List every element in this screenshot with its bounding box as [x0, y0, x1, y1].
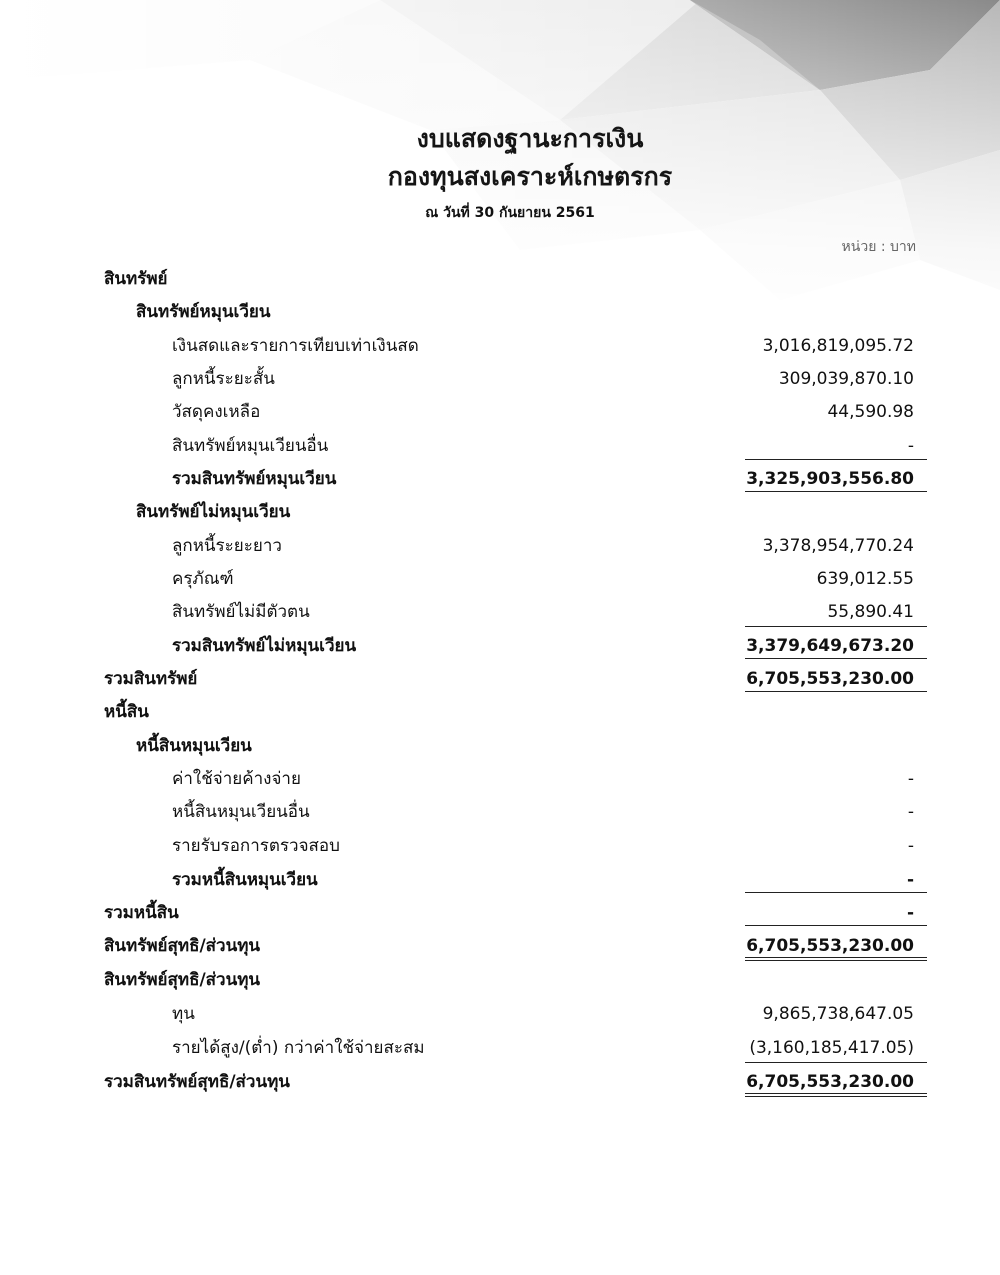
equity-heading-row [0, 965, 1000, 995]
equity-heading: สินทรัพย์สุทธิ/ส่วนทุน [104, 970, 261, 990]
line-item-amount: - [907, 802, 914, 822]
line-item-label: ลูกหนี้ระยะสั้น [172, 369, 275, 389]
line-item-label: ทุน [172, 1004, 195, 1024]
liabilities-heading-row [0, 697, 1000, 727]
subtotal-rule [745, 1062, 927, 1063]
line-item-amount: - [907, 769, 914, 789]
total-liabilities-label: รวมหนี้สิน [104, 903, 179, 923]
total-rule [745, 892, 927, 893]
current-liabilities-total-amount: - [906, 870, 914, 890]
line-item-amount: (3,160,185,417.05) [749, 1038, 914, 1058]
line-item-row [0, 397, 1000, 427]
line-item-label: สินทรัพย์ไม่มีตัวตน [172, 602, 310, 622]
organization-name: กองทุนสงเคราะห์เกษตรกร [387, 162, 673, 191]
line-item-label: ลูกหนี้ระยะยาว [172, 536, 282, 556]
line-item-label: วัสดุคงเหลือ [172, 402, 261, 422]
line-item-row [0, 764, 1000, 794]
line-item-row [0, 999, 1000, 1029]
total-assets-row [0, 664, 1000, 694]
line-item-row [0, 831, 1000, 861]
net-assets-label: สินทรัพย์สุทธิ/ส่วนทุน [104, 936, 261, 956]
double-rule [745, 957, 927, 961]
line-item-amount: - [907, 836, 914, 856]
unit-label: หน่วย : บาท [841, 239, 916, 255]
line-item-row [0, 431, 1000, 461]
noncurrent-assets-heading: สินทรัพย์ไม่หมุนเวียน [136, 502, 291, 522]
liabilities-heading: หนี้สิน [104, 702, 149, 722]
noncurrent-assets-total-label: รวมสินทรัพย์ไม่หมุนเวียน [172, 636, 357, 656]
assets-heading: สินทรัพย์ [104, 269, 168, 289]
total-rule [745, 491, 927, 492]
current-assets-heading-row [0, 297, 1000, 327]
assets-heading-row [0, 264, 1000, 294]
current-liabilities-heading-row [0, 731, 1000, 761]
current-liabilities-total-row [0, 865, 1000, 895]
line-item-row [0, 1033, 1000, 1063]
total-assets-amount: 6,705,553,230.00 [746, 669, 914, 689]
total-rule [745, 925, 927, 926]
line-item-label: หนี้สินหมุนเวียนอื่น [172, 802, 310, 822]
line-item-amount: 44,590.98 [827, 402, 914, 422]
line-item-label: ค่าใช้จ่ายค้างจ่าย [172, 769, 301, 789]
current-assets-total-label: รวมสินทรัพย์หมุนเวียน [172, 469, 337, 489]
double-rule [745, 1093, 927, 1097]
current-liabilities-total-label: รวมหนี้สินหมุนเวียน [172, 870, 318, 890]
line-item-amount: 3,378,954,770.24 [762, 536, 914, 556]
equity-total-amount: 6,705,553,230.00 [746, 1072, 914, 1092]
current-assets-total-amount: 3,325,903,556.80 [746, 469, 914, 489]
statement-date: ณ วันที่ 30 กันยายน 2561 [425, 205, 595, 221]
current-assets-total-row [0, 464, 1000, 494]
line-item-label: ครุภัณฑ์ [172, 569, 234, 589]
total-liabilities-amount: - [906, 903, 914, 923]
line-item-row [0, 331, 1000, 361]
line-item-amount: 639,012.55 [816, 569, 914, 589]
noncurrent-assets-heading-row [0, 497, 1000, 527]
subtotal-rule [745, 626, 927, 627]
line-item-row [0, 597, 1000, 627]
total-liabilities-row [0, 898, 1000, 928]
line-item-row [0, 564, 1000, 594]
line-item-label: รายได้สูง/(ต่ำ) กว่าค่าใช้จ่ายสะสม [172, 1038, 425, 1058]
line-item-amount: 3,016,819,095.72 [762, 336, 914, 356]
line-item-label: สินทรัพย์หมุนเวียนอื่น [172, 436, 329, 456]
net-assets-amount: 6,705,553,230.00 [746, 936, 914, 956]
statement-title: งบแสดงฐานะการเงิน [416, 124, 644, 153]
total-assets-label: รวมสินทรัพย์ [104, 669, 198, 689]
noncurrent-assets-total-amount: 3,379,649,673.20 [746, 636, 914, 656]
line-item-amount: 9,865,738,647.05 [762, 1004, 914, 1024]
line-item-label: เงินสดและรายการเทียบเท่าเงินสด [172, 336, 419, 356]
line-item-amount: - [907, 436, 914, 456]
line-item-amount: 55,890.41 [827, 602, 914, 622]
total-rule [745, 658, 927, 659]
current-assets-heading: สินทรัพย์หมุนเวียน [136, 302, 271, 322]
subtotal-rule [745, 459, 927, 460]
noncurrent-assets-total-row [0, 631, 1000, 661]
line-item-row [0, 364, 1000, 394]
line-item-row [0, 531, 1000, 561]
line-item-label: รายรับรอการตรวจสอบ [172, 836, 340, 856]
equity-total-label: รวมสินทรัพย์สุทธิ/ส่วนทุน [104, 1072, 290, 1092]
line-item-amount: 309,039,870.10 [778, 369, 914, 389]
total-rule [745, 691, 927, 692]
current-liabilities-heading: หนี้สินหมุนเวียน [136, 736, 252, 756]
line-item-row [0, 797, 1000, 827]
